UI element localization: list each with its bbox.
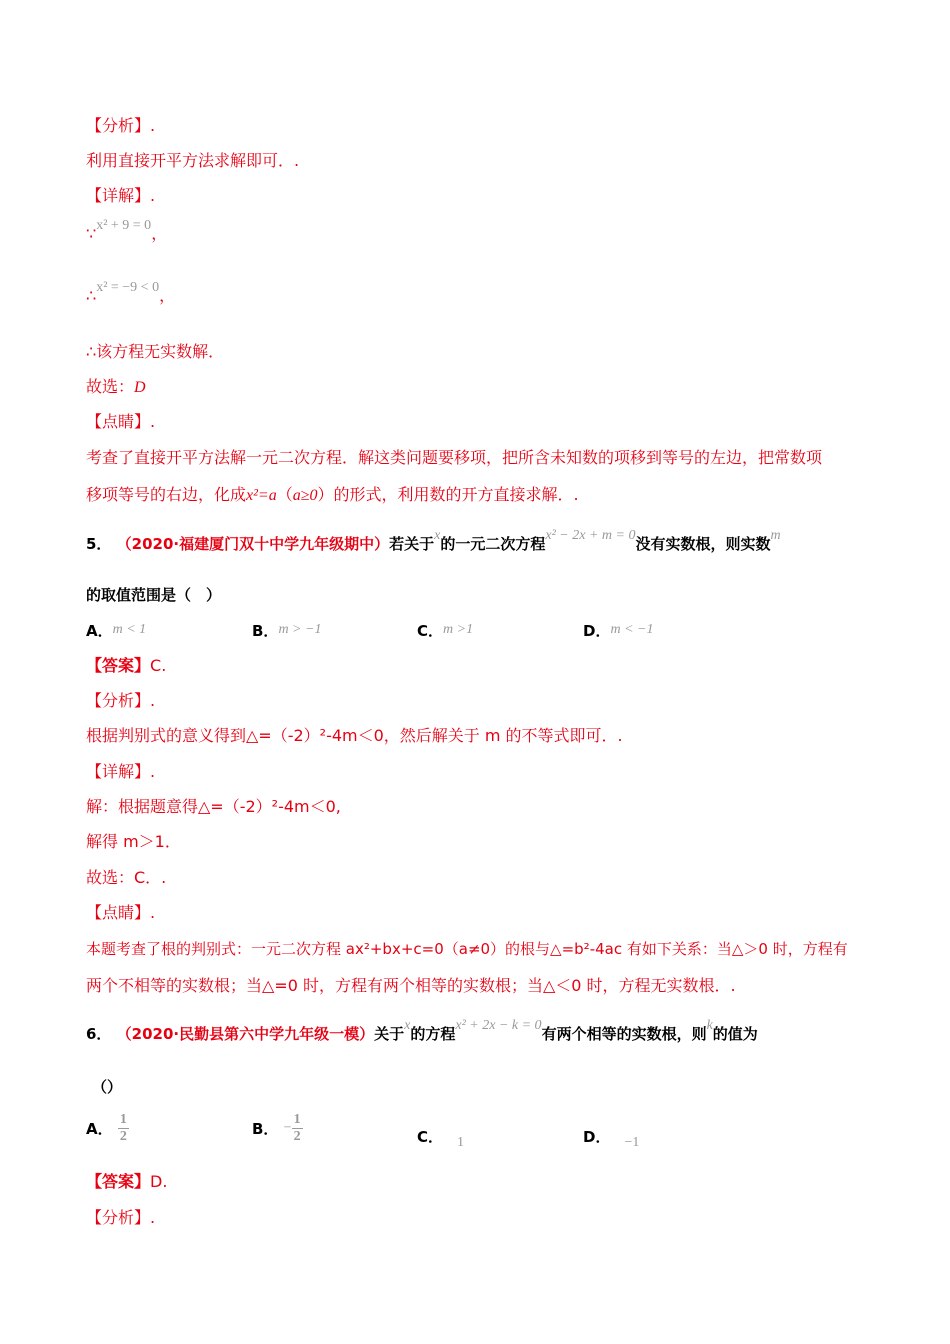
question-5-stem-line-2: 的取值范围是（ ） xyxy=(86,586,222,604)
question-5-analysis-heading: 【分析】. xyxy=(86,691,156,710)
question-6-number: 6． xyxy=(86,1025,112,1043)
fraction-numerator: 1 xyxy=(119,1112,127,1127)
comment-line-2 xyxy=(86,485,579,506)
question-5-stem xyxy=(86,528,781,556)
option-label: D． xyxy=(583,1128,611,1146)
option-value: m < 1 xyxy=(112,622,147,637)
option-label: B． xyxy=(252,622,279,640)
question-5-var-m: m xyxy=(770,528,781,543)
fraction-denominator: 2 xyxy=(119,1129,127,1144)
option-value: m >1 xyxy=(443,622,474,637)
question-5-detail-line-2: 解得 m＞1． xyxy=(86,832,181,851)
question-5-detail-heading: 【详解】. xyxy=(86,762,156,781)
choice-prefix: 故选： xyxy=(86,377,135,396)
question-5-comment-line-1: 本题考查了根的判别式：一元二次方程 ax²+bx+c=0（a≠0）的根与△=b²-4ac 有如下关系：当△＞0 时，方程有 xyxy=(86,940,848,958)
question-5-comment-heading: 【点睛】. xyxy=(86,903,156,922)
question-6-equation: x² + 2x − k = 0 xyxy=(455,1018,542,1033)
comment-text-b: （ xyxy=(276,485,293,504)
comment-text-c: ）的形式，利用数的开方直接求解．. xyxy=(317,485,579,504)
question-6-option-b[interactable] xyxy=(252,1112,303,1145)
question-5-option-b[interactable] xyxy=(252,620,321,641)
question-5-analysis-text: 根据判别式的意义得到△=（-2）²-4m＜0，然后解关于 m 的不等式即可．. xyxy=(86,726,623,745)
equation-1-tail: ， xyxy=(151,224,168,243)
option-label: C． xyxy=(417,1128,444,1146)
question-6-option-d[interactable] xyxy=(583,1126,640,1150)
option-label: A． xyxy=(86,622,113,640)
therefore-symbol: ∴ xyxy=(86,286,97,305)
question-5-source: （2020·福建厦门双十中学九年级期中） xyxy=(116,535,390,553)
fraction-denominator: 2 xyxy=(293,1129,301,1144)
question-6-paren: （） xyxy=(92,1078,123,1096)
question-5-option-a[interactable] xyxy=(86,620,146,641)
detail-heading: 【详解】. xyxy=(86,186,156,205)
equation-line-1 xyxy=(86,218,168,246)
question-5-comment-line-2: 两个不相等的实数根；当△=0 时，方程有两个相等的实数根；当△＜0 时，方程无实数根．. xyxy=(86,976,736,995)
fraction-half xyxy=(292,1112,303,1145)
question-6-option-c[interactable] xyxy=(417,1126,465,1150)
option-label: A． xyxy=(86,1120,113,1138)
equation-1: x² + 9 = 0 xyxy=(96,218,152,233)
because-symbol: ∵ xyxy=(86,224,97,243)
comment-line-1: 考查了直接开平方法解一元二次方程．解这类问题要移项，把所含未知数的项移到等号的左边，把常数项 xyxy=(86,448,823,467)
question-6-text-d: 的值为 xyxy=(712,1025,758,1043)
question-5-choice: 故选：C．. xyxy=(86,868,167,887)
question-6-stem xyxy=(86,1018,758,1046)
question-5-text-c: 没有实数根，则实数 xyxy=(635,535,771,553)
analysis-text: 利用直接开平方法求解即可．. xyxy=(86,151,300,170)
option-label: D． xyxy=(583,622,611,640)
option-value: −1 xyxy=(624,1135,640,1150)
comment-formula: x²=a xyxy=(246,487,277,504)
option-value: 1 xyxy=(457,1135,465,1150)
question-6-var-k: k xyxy=(706,1018,713,1033)
equation-line-2 xyxy=(86,280,176,308)
minus-sign: − xyxy=(283,1120,292,1136)
question-5-text-a: 若关于 xyxy=(389,535,435,553)
question-5-var-x: x xyxy=(434,528,441,543)
question-5-option-d[interactable] xyxy=(583,620,653,641)
equation-2-tail: ， xyxy=(159,286,176,305)
question-6-var-x: x xyxy=(404,1018,411,1033)
fraction-half xyxy=(118,1112,129,1145)
option-value: m < −1 xyxy=(610,622,654,637)
question-5-detail-line-1: 解：根据题意得△=（-2）²-4m＜0, xyxy=(86,797,341,816)
question-6-text-a: 关于 xyxy=(374,1025,405,1043)
choice-value: D xyxy=(134,379,146,396)
comment-condition: a≥0 xyxy=(292,487,318,504)
option-label: C． xyxy=(417,622,444,640)
comment-text-a: 移项等号的右边，化成 xyxy=(86,485,247,504)
option-label: B． xyxy=(252,1120,279,1138)
question-6-source: （2020·民勤县第六中学九年级一模） xyxy=(116,1025,375,1043)
comment-heading: 【点睛】. xyxy=(86,412,156,431)
conclusion-text: ∴该方程无实数解． xyxy=(86,342,225,361)
fraction-numerator: 1 xyxy=(293,1112,301,1127)
question-6-text-c: 有两个相等的实数根，则 xyxy=(541,1025,707,1043)
equation-2: x² = −9 < 0 xyxy=(96,280,160,295)
question-5-answer xyxy=(86,656,166,676)
answer-heading: 【答案】 xyxy=(86,656,151,675)
answer-value: C. xyxy=(150,656,167,675)
question-6-answer xyxy=(86,1172,167,1192)
question-5-text-b: 的一元二次方程 xyxy=(440,535,546,553)
question-6-text-b: 的方程 xyxy=(410,1025,456,1043)
answer-heading: 【答案】 xyxy=(86,1172,151,1191)
question-6-option-a[interactable] xyxy=(86,1112,129,1145)
answer-value: D. xyxy=(150,1172,168,1191)
question-6-analysis-heading: 【分析】. xyxy=(86,1208,156,1227)
question-5-number: 5． xyxy=(86,535,112,553)
question-5-equation: x² − 2x + m = 0 xyxy=(545,528,636,543)
question-5-option-c[interactable] xyxy=(417,620,473,641)
analysis-heading: 【分析】. xyxy=(86,116,156,135)
choice-line xyxy=(86,377,146,398)
option-value: m > −1 xyxy=(278,622,322,637)
